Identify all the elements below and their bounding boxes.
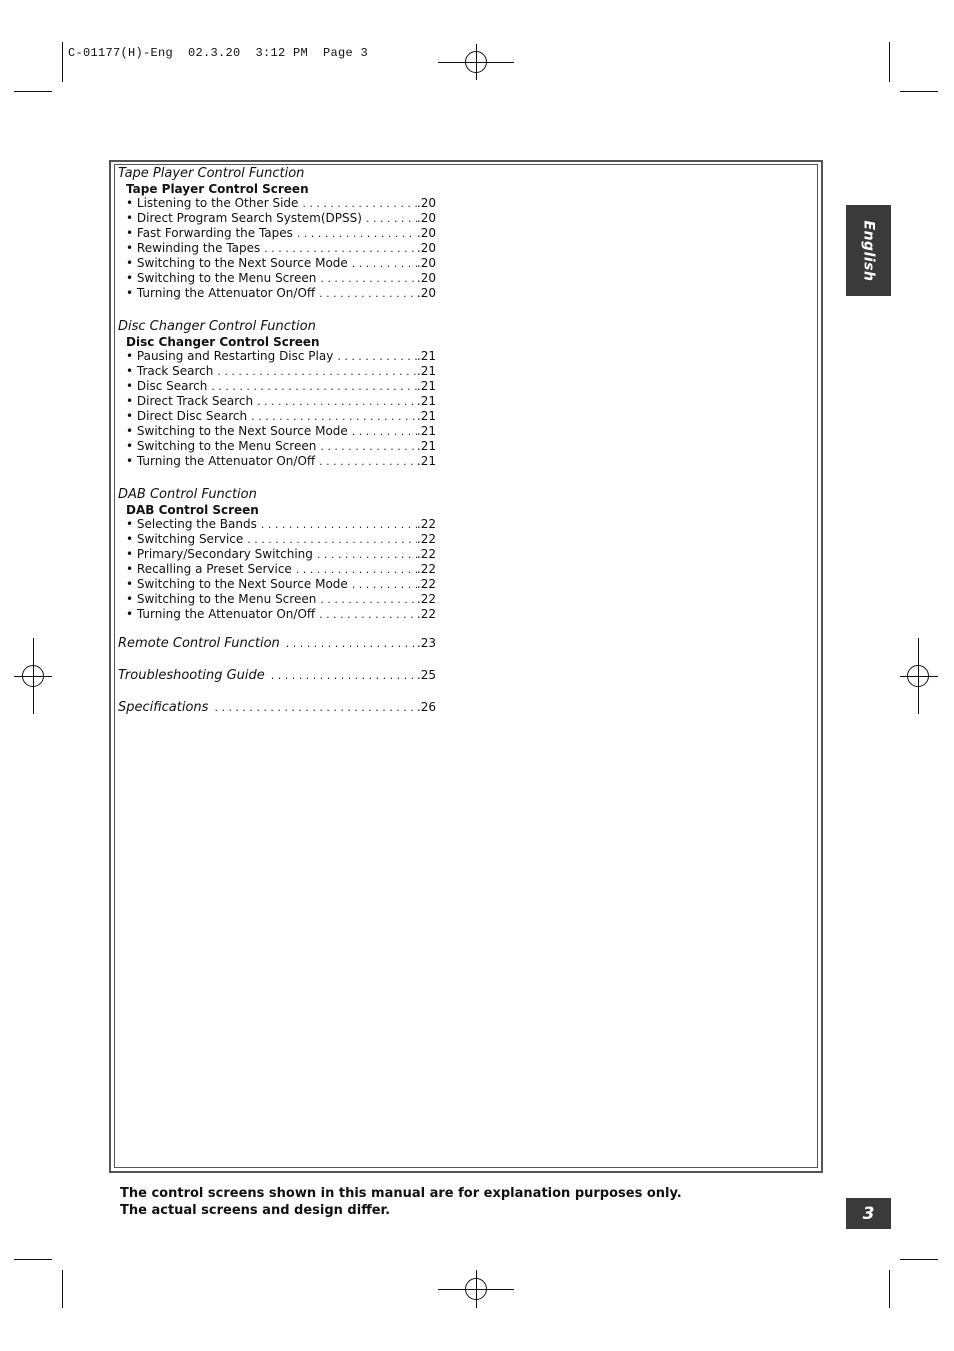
toc-entry[interactable]: • Direct Program Search System(DPSS) . . . .20 bbox=[118, 211, 436, 226]
section-title: Disc Changer Control Function bbox=[118, 319, 316, 334]
toc-entry[interactable]: • Primary/Secondary Switching . . . .22 bbox=[118, 547, 436, 562]
toc-entry[interactable]: • Turning the Attenuator On/Off . . . .21 bbox=[118, 454, 436, 469]
toc-entry[interactable]: • Switching to the Next Source Mode . . . .20 bbox=[118, 256, 436, 271]
toc-entry[interactable]: • Rewinding the Tapes . . . .20 bbox=[118, 241, 436, 256]
toc-entry[interactable]: • Turning the Attenuator On/Off . . . .20 bbox=[118, 286, 436, 301]
crop-mark bbox=[889, 1270, 890, 1308]
section-title: DAB Control Function bbox=[118, 487, 257, 502]
toc-entry[interactable]: • Recalling a Preset Service . . . .22 bbox=[118, 562, 436, 577]
print-slug: C-01177(H)-Eng 02.3.20 3:12 PM Page 3 bbox=[68, 46, 369, 60]
toc-entry[interactable]: • Disc Search . . . .21 bbox=[118, 379, 436, 394]
toc-entry[interactable]: • Switching to the Menu Screen . . . .22 bbox=[118, 592, 436, 607]
page-number: 3 bbox=[846, 1198, 891, 1229]
footer-line: The control screens shown in this manual are for explanation purposes only. bbox=[120, 1186, 682, 1201]
section-subtitle: DAB Control Screen bbox=[126, 503, 259, 517]
crop-mark bbox=[14, 91, 52, 92]
section-title: Tape Player Control Function bbox=[118, 166, 305, 181]
toc-main-entry-remote[interactable]: Remote Control Function . . . .23 bbox=[118, 636, 436, 652]
toc-entry[interactable]: • Turning the Attenuator On/Off . . . .22 bbox=[118, 607, 436, 622]
crop-mark bbox=[900, 91, 938, 92]
toc-entry[interactable]: • Listening to the Other Side . . . .20 bbox=[118, 196, 436, 211]
toc-entry[interactable]: • Switching to the Next Source Mode . . . .21 bbox=[118, 424, 436, 439]
crop-mark bbox=[62, 1270, 63, 1308]
registration-circle bbox=[22, 665, 44, 687]
toc-entry[interactable]: • Switching to the Menu Screen . . . .21 bbox=[118, 439, 436, 454]
section-subtitle: Disc Changer Control Screen bbox=[126, 335, 320, 349]
crop-mark bbox=[889, 42, 890, 82]
toc-entry[interactable]: • Selecting the Bands . . . .22 bbox=[118, 517, 436, 532]
toc-entry[interactable]: • Fast Forwarding the Tapes . . . .20 bbox=[118, 226, 436, 241]
crop-mark bbox=[14, 1259, 52, 1260]
toc-entry[interactable]: • Switching to the Menu Screen . . . .20 bbox=[118, 271, 436, 286]
toc-entry[interactable]: • Direct Track Search . . . .21 bbox=[118, 394, 436, 409]
footer-line: The actual screens and design differ. bbox=[120, 1203, 391, 1218]
toc-main-entry-specifications[interactable]: Specifications . . . .26 bbox=[118, 700, 436, 716]
registration-circle bbox=[465, 51, 487, 73]
toc-entry[interactable]: • Switching to the Next Source Mode . . . .22 bbox=[118, 577, 436, 592]
registration-circle bbox=[465, 1278, 487, 1300]
toc-main-entry-troubleshooting[interactable]: Troubleshooting Guide . . . .25 bbox=[118, 668, 436, 684]
footer-note bbox=[120, 1185, 682, 1219]
section-subtitle: Tape Player Control Screen bbox=[126, 182, 309, 196]
toc-entry[interactable]: • Switching Service . . . .22 bbox=[118, 532, 436, 547]
toc-section-dab bbox=[118, 487, 436, 622]
crop-mark bbox=[62, 42, 63, 82]
registration-circle bbox=[907, 665, 929, 687]
toc-entry[interactable]: • Track Search . . . .21 bbox=[118, 364, 436, 379]
crop-mark bbox=[900, 1259, 938, 1260]
language-tab bbox=[846, 205, 891, 296]
toc-entry[interactable]: • Pausing and Restarting Disc Play . . . .21 bbox=[118, 349, 436, 364]
toc-section-tape bbox=[118, 166, 436, 301]
table-of-contents bbox=[118, 166, 436, 716]
toc-entry[interactable]: • Direct Disc Search . . . .21 bbox=[118, 409, 436, 424]
language-tab-label: English bbox=[860, 220, 877, 281]
toc-section-disc bbox=[118, 319, 436, 469]
